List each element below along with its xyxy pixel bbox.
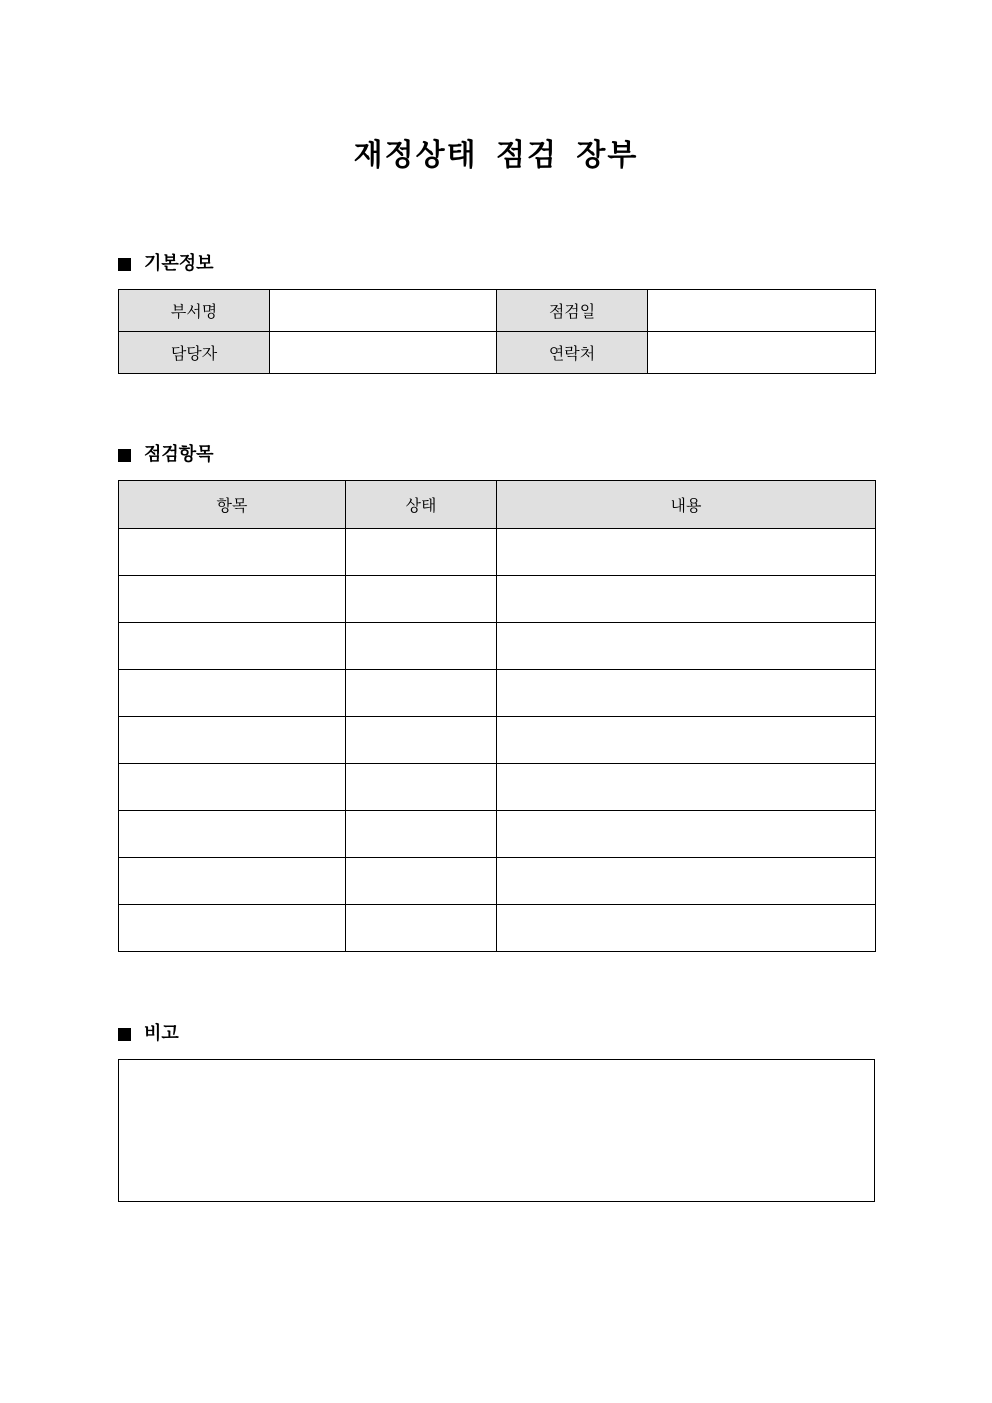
table-row [119,332,876,374]
contact-label: 연락처 [497,332,648,374]
content-cell[interactable] [497,905,876,952]
person-in-charge-field[interactable] [270,332,497,374]
table-row [119,905,876,952]
item-cell[interactable] [119,623,346,670]
item-cell[interactable] [119,811,346,858]
table-row [119,811,876,858]
person-in-charge-label: 담당자 [119,332,270,374]
department-field[interactable] [270,290,497,332]
item-cell[interactable] [119,858,346,905]
basic-info-table [118,289,876,374]
status-cell[interactable] [346,717,497,764]
status-cell[interactable] [346,576,497,623]
content-cell[interactable] [497,858,876,905]
basic-info-heading [118,252,214,276]
remarks-heading [118,1022,179,1046]
status-cell[interactable] [346,811,497,858]
item-cell[interactable] [119,717,346,764]
inspection-date-field[interactable] [648,290,876,332]
column-header-content: 내용 [497,481,876,529]
check-items-heading-label: 점검항목 [144,444,214,465]
department-label: 부서명 [119,290,270,332]
table-header-row [119,481,876,529]
status-cell[interactable] [346,858,497,905]
table-row [119,576,876,623]
item-cell[interactable] [119,670,346,717]
table-row [119,529,876,576]
table-row [119,290,876,332]
content-cell[interactable] [497,576,876,623]
content-cell[interactable] [497,670,876,717]
item-cell[interactable] [119,529,346,576]
item-cell[interactable] [119,576,346,623]
remarks-box[interactable] [118,1059,875,1202]
content-cell[interactable] [497,811,876,858]
status-cell[interactable] [346,905,497,952]
status-cell[interactable] [346,764,497,811]
table-row [119,858,876,905]
check-items-table [118,480,876,952]
status-cell[interactable] [346,623,497,670]
status-cell[interactable] [346,670,497,717]
table-row [119,670,876,717]
remarks-heading-label: 비고 [144,1023,179,1044]
inspection-date-label: 점검일 [497,290,648,332]
square-bullet-icon [118,449,131,462]
contact-field[interactable] [648,332,876,374]
content-cell[interactable] [497,764,876,811]
document-title: 재정상태 점검 장부 [353,138,639,173]
status-cell[interactable] [346,529,497,576]
square-bullet-icon [118,258,131,271]
table-row [119,623,876,670]
table-row [119,717,876,764]
item-cell[interactable] [119,905,346,952]
basic-info-heading-label: 기본정보 [144,253,214,274]
content-cell[interactable] [497,717,876,764]
column-header-status: 상태 [346,481,497,529]
content-cell[interactable] [497,529,876,576]
square-bullet-icon [118,1028,131,1041]
content-cell[interactable] [497,623,876,670]
check-items-heading [118,443,214,467]
table-row [119,764,876,811]
item-cell[interactable] [119,764,346,811]
column-header-item: 항목 [119,481,346,529]
